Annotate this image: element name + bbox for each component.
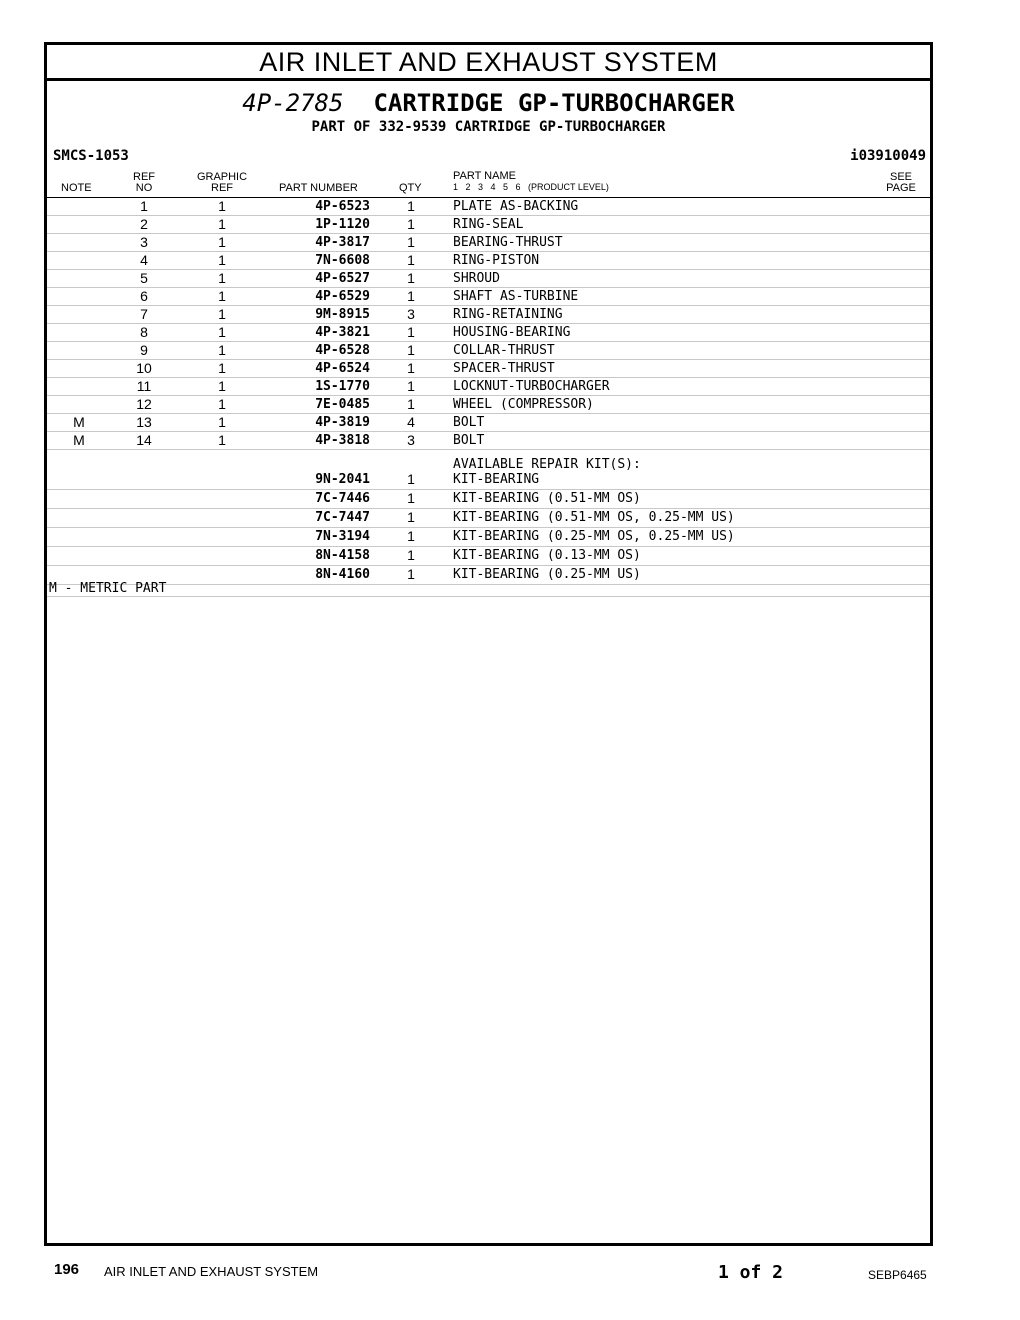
table-row [47, 414, 930, 432]
ref-no-cell: 4 [140, 252, 148, 268]
part-number-cell: 4P-6524 [315, 361, 370, 376]
part-name-cell: COLLAR-THRUST [453, 343, 555, 358]
graphic-ref-cell: 1 [218, 342, 226, 358]
kit-name-cell: KIT-BEARING (0.25-MM OS, 0.25-MM US) [453, 529, 735, 544]
col-header-see-line2: PAGE [886, 182, 916, 194]
part-number-cell: 1P-1120 [315, 217, 370, 232]
graphic-ref-cell: 1 [218, 270, 226, 286]
repair-kits-label: AVAILABLE REPAIR KIT(S): [453, 457, 641, 472]
graphic-ref-cell: 1 [218, 414, 226, 430]
graphic-ref-cell: 1 [218, 216, 226, 232]
title-part-name: CARTRIDGE GP-TURBOCHARGER [373, 89, 735, 117]
note-cell: M [73, 414, 85, 430]
table-row [47, 234, 930, 252]
page-title [47, 89, 930, 117]
part-name-cell: BOLT [453, 433, 485, 448]
graphic-ref-cell: 1 [218, 288, 226, 304]
table-row [47, 270, 930, 288]
part-name-cell: HOUSING-BEARING [453, 325, 571, 340]
part-name-cell: SPACER-THRUST [453, 361, 555, 376]
kit-qty-cell: 1 [407, 509, 415, 525]
graphic-ref-cell: 1 [218, 396, 226, 412]
kit-name-cell: KIT-BEARING (0.51-MM OS) [453, 491, 641, 506]
qty-cell: 1 [407, 324, 415, 340]
ref-no-cell: 11 [136, 378, 152, 394]
col-header-part-name: PART NAME [453, 170, 516, 182]
kit-name-cell: KIT-BEARING (0.51-MM OS, 0.25-MM US) [453, 510, 735, 525]
metric-part-note: M - METRIC PART [49, 581, 167, 596]
part-number-cell: 4P-6529 [315, 289, 370, 304]
part-number-cell: 7E-0485 [315, 397, 370, 412]
graphic-ref-cell: 1 [218, 252, 226, 268]
part-name-cell: LOCKNUT-TURBOCHARGER [453, 379, 610, 394]
qty-cell: 1 [407, 216, 415, 232]
col-header-see-line1: SEE [889, 171, 912, 183]
col-header-see-page [883, 172, 919, 194]
kit-qty-cell: 1 [407, 528, 415, 544]
graphic-ref-cell: 1 [218, 432, 226, 448]
col-header-ref [127, 172, 161, 194]
kit-qty-cell: 1 [407, 471, 415, 487]
part-number-cell: 4P-3821 [315, 325, 370, 340]
qty-cell: 4 [407, 414, 415, 430]
kit-part-number-cell: 8N-4160 [315, 567, 370, 582]
qty-cell: 1 [407, 342, 415, 358]
part-name-cell: SHROUD [453, 271, 500, 286]
table-row [47, 360, 930, 378]
kit-part-number-cell: 7N-3194 [315, 529, 370, 544]
ref-no-cell: 3 [140, 234, 148, 250]
part-number-cell: 4P-3818 [315, 433, 370, 448]
page-frame [44, 42, 933, 1246]
qty-cell: 1 [407, 288, 415, 304]
qty-cell: 3 [407, 432, 415, 448]
footer-document-id: SEBP6465 [868, 1268, 927, 1282]
qty-cell: 1 [407, 252, 415, 268]
smcs-code: SMCS-1053 [53, 148, 129, 164]
part-name-cell: WHEEL (COMPRESSOR) [453, 397, 594, 412]
subtitle: PART OF 332-9539 CARTRIDGE GP-TURBOCHARGER [311, 119, 666, 135]
metric-note-divider [47, 596, 930, 597]
ref-no-cell: 10 [136, 360, 152, 376]
kit-part-number-cell: 7C-7446 [315, 491, 370, 506]
footer-page-number: 196 [54, 1261, 80, 1278]
part-name-cell: BOLT [453, 415, 485, 430]
qty-cell: 1 [407, 378, 415, 394]
kit-row [47, 566, 930, 585]
qty-cell: 3 [407, 306, 415, 322]
part-name-cell: RING-RETAINING [453, 307, 563, 322]
footer-section-name: AIR INLET AND EXHAUST SYSTEM [104, 1264, 319, 1279]
ref-no-cell: 2 [140, 216, 148, 232]
kit-row [47, 547, 930, 566]
table-row [47, 306, 930, 324]
part-number-cell: 4P-6523 [315, 199, 370, 214]
kit-row [47, 528, 930, 547]
kit-qty-cell: 1 [407, 547, 415, 563]
part-name-cell: SHAFT AS-TURBINE [453, 289, 579, 304]
kit-part-number-cell: 9N-2041 [315, 472, 370, 487]
table-row [47, 216, 930, 234]
kit-part-number-cell: 8N-4158 [315, 548, 370, 563]
qty-cell: 1 [407, 198, 415, 214]
qty-cell: 1 [407, 360, 415, 376]
parts-table [47, 198, 930, 450]
part-number-cell: 4P-6528 [315, 343, 370, 358]
col-header-graphic-ref [191, 172, 253, 194]
col-header-note: NOTE [61, 182, 92, 194]
note-cell: M [73, 432, 85, 448]
graphic-ref-cell: 1 [218, 198, 226, 214]
ref-no-cell: 8 [140, 324, 148, 340]
table-row [47, 432, 930, 450]
part-number-cell: 7N-6608 [315, 253, 370, 268]
kit-name-cell: KIT-BEARING [453, 472, 540, 487]
kit-qty-cell: 1 [407, 566, 415, 582]
kit-qty-cell: 1 [407, 490, 415, 506]
table-row [47, 396, 930, 414]
table-row [47, 198, 930, 216]
table-row [47, 252, 930, 270]
col-header-ref-line2: NO [135, 182, 153, 194]
graphic-ref-cell: 1 [218, 324, 226, 340]
ref-no-cell: 1 [140, 198, 148, 214]
kit-row [47, 490, 930, 509]
section-title: AIR INLET AND EXHAUST SYSTEM [47, 45, 930, 81]
table-row [47, 378, 930, 396]
col-header-ref-line1: REF [133, 171, 155, 183]
kit-row [47, 471, 930, 490]
col-header-gref-line1: GRAPHIC [196, 171, 248, 183]
ref-no-cell: 6 [140, 288, 148, 304]
part-number-cell: 4P-3819 [315, 415, 370, 430]
part-name-cell: BEARING-THRUST [453, 235, 563, 250]
ref-no-cell: 7 [140, 306, 148, 322]
table-row [47, 324, 930, 342]
graphic-ref-cell: 1 [218, 378, 226, 394]
qty-cell: 1 [407, 396, 415, 412]
ref-no-cell: 14 [136, 432, 152, 448]
part-name-cell: PLATE AS-BACKING [453, 199, 579, 214]
part-number-cell: 1S-1770 [315, 379, 370, 394]
qty-cell: 1 [407, 270, 415, 286]
ref-no-cell: 13 [136, 414, 152, 430]
kit-name-cell: KIT-BEARING (0.25-MM US) [453, 567, 641, 582]
footer-page-of: 1 of 2 [718, 1262, 784, 1283]
kit-name-cell: KIT-BEARING (0.13-MM OS) [453, 548, 641, 563]
repair-kits-table [47, 471, 930, 585]
part-name-cell: RING-PISTON [453, 253, 540, 268]
part-number-cell: 9M-8915 [315, 307, 370, 322]
qty-cell: 1 [407, 234, 415, 250]
ref-no-cell: 12 [136, 396, 152, 412]
col-header-product-level: 1 2 3 4 5 6 (PRODUCT LEVEL) [453, 182, 609, 192]
col-header-part-number: PART NUMBER [279, 182, 358, 194]
ref-no-cell: 5 [140, 270, 148, 286]
table-row [47, 288, 930, 306]
col-header-gref-line2: REF [211, 182, 233, 194]
graphic-ref-cell: 1 [218, 234, 226, 250]
part-number-cell: 4P-3817 [315, 235, 370, 250]
part-name-cell: RING-SEAL [453, 217, 524, 232]
table-row [47, 342, 930, 360]
col-header-qty: QTY [399, 182, 422, 194]
part-number-cell: 4P-6527 [315, 271, 370, 286]
ref-no-cell: 9 [140, 342, 148, 358]
graphic-ref-cell: 1 [218, 360, 226, 376]
graphic-ref-cell: 1 [218, 306, 226, 322]
kit-row [47, 509, 930, 528]
illustration-id: i03910049 [850, 148, 926, 164]
title-part-number: 4P-2785 [242, 89, 344, 117]
kit-part-number-cell: 7C-7447 [315, 510, 370, 525]
